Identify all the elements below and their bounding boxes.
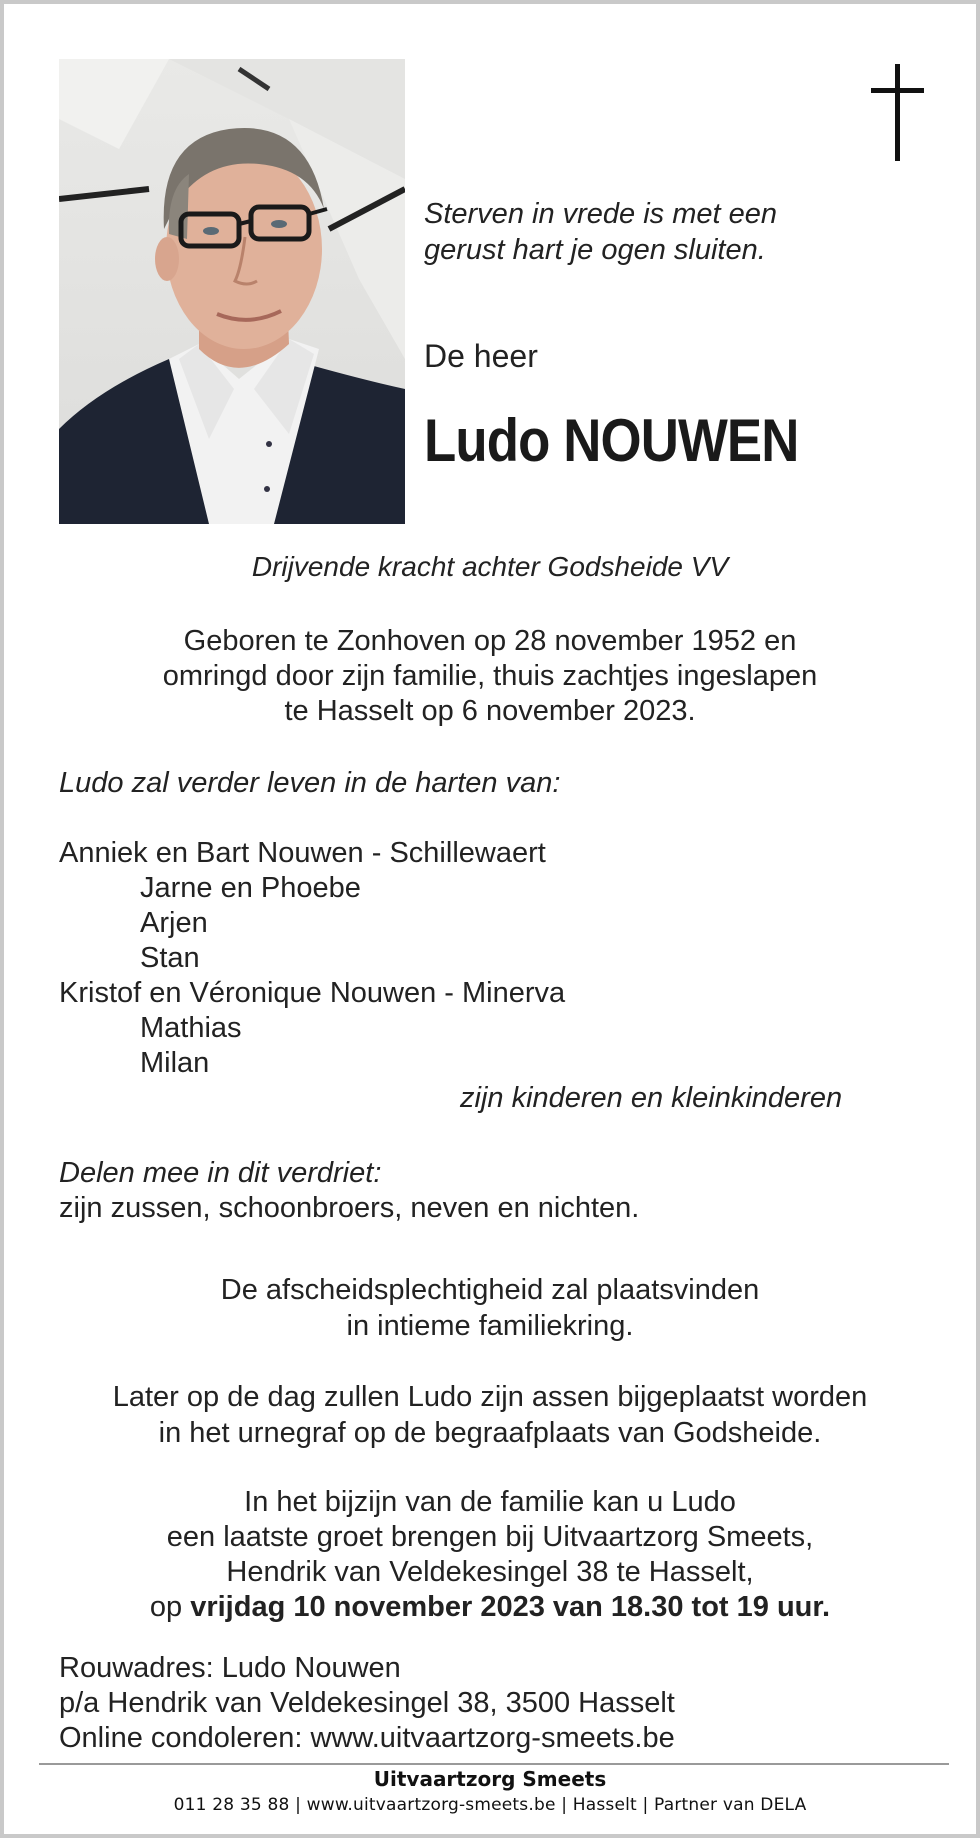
birth-death-text (4, 624, 976, 729)
family-member: Kristof en Véronique Nouwen - Minerva (59, 977, 566, 1009)
family-caption: zijn kinderen en kleinkinderen (460, 1082, 843, 1114)
address-line: Rouwadres: Ludo Nouwen (59, 1652, 401, 1684)
birth-line: omringd door zijn familie, thuis zachtjes ingeslapen (162, 660, 818, 692)
ashes-text (4, 1379, 976, 1451)
ashes-line: Later op de dag zullen Ludo zijn assen bijgeplaatst worden (112, 1381, 868, 1413)
sharing-label: Delen mee in dit verdriet: (59, 1157, 382, 1189)
family-intro: Ludo zal verder leven in de harten van: (59, 767, 561, 799)
family-member: Mathias (140, 1012, 242, 1044)
family-member: Arjen (140, 907, 208, 939)
visit-date-prefix: op (149, 1591, 183, 1623)
ceremony-line: in intieme familiekring. (346, 1310, 634, 1342)
visit-line: een laatste groet brengen bij Uitvaartzorg Smeets, (166, 1521, 814, 1553)
portrait-illustration (59, 59, 405, 524)
ceremony-line: De afscheidsplechtigheid zal plaatsvinden (220, 1274, 760, 1306)
deceased-name: Ludo NOUWEN (424, 407, 799, 474)
tagline: Drijvende kracht achter Godsheide VV (251, 551, 729, 582)
family-member: Jarne en Phoebe (140, 872, 361, 904)
portrait-photo (59, 59, 405, 524)
opening-quote (424, 196, 777, 268)
birth-line: Geboren te Zonhoven op 28 november 1952 en (183, 625, 797, 657)
family-list (59, 836, 565, 1081)
family-member: Stan (140, 942, 200, 974)
cross-icon (868, 64, 928, 164)
sharing-text: zijn zussen, schoonbroers, neven en nichten. (59, 1192, 640, 1224)
quote-line: Sterven in vrede is met een (424, 198, 778, 230)
quote-line: gerust hart je ogen sluiten. (424, 234, 766, 266)
funeral-home-name: Uitvaartzorg Smeets (373, 1767, 607, 1791)
birth-line: te Hasselt op 6 november 2023. (284, 695, 696, 727)
visit-date-line (4, 1590, 976, 1625)
visit-line: Hendrik van Veldekesingel 38 te Hasselt, (226, 1556, 754, 1588)
ceremony-text (4, 1272, 976, 1344)
condolence-address (59, 1651, 675, 1756)
online-condolence-line: Online condoleren: www.uitvaartzorg-smeets.be (59, 1722, 675, 1754)
family-member: Anniek en Bart Nouwen - Schillewaert (59, 837, 546, 869)
honorific: De heer (424, 338, 538, 374)
visit-line: In het bijzijn van de familie kan u Ludo (244, 1486, 736, 1518)
family-member: Milan (140, 1047, 210, 1079)
ashes-line: in het urnegraf op de begraafplaats van Godsheide. (158, 1417, 822, 1449)
footer-divider (39, 1763, 949, 1765)
funeral-home-info: 011 28 35 88 | www.uitvaartzorg-smeets.be | Hasselt | Partner van DELA (173, 1795, 807, 1815)
visit-date: vrijdag 10 november 2023 van 18.30 tot 19 uur. (190, 1591, 831, 1623)
sharing-section (59, 1156, 639, 1226)
address-line: p/a Hendrik van Veldekesingel 38, 3500 Hasselt (59, 1687, 675, 1719)
visitation-text (4, 1485, 976, 1625)
